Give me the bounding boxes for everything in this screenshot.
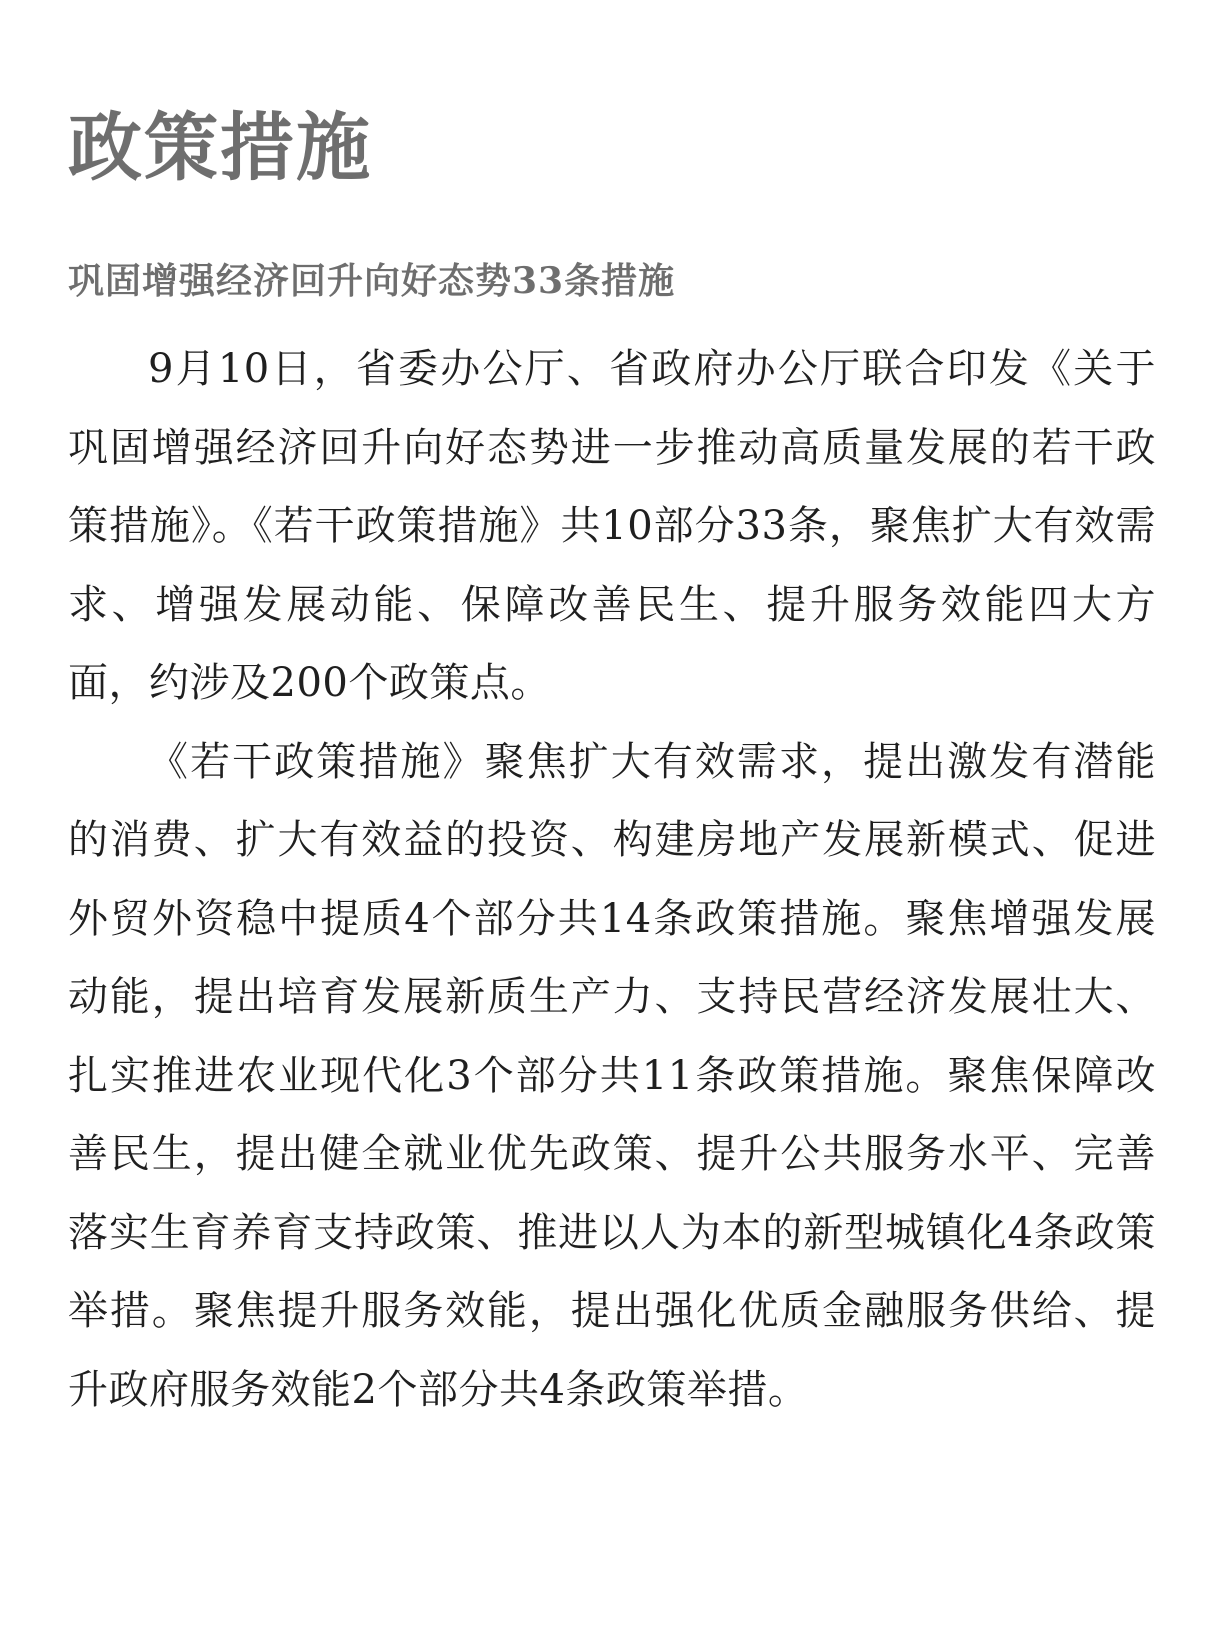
body-paragraph-1: 9月10日，省委办公厅、省政府办公厅联合印发《关于巩固增强经济回升向好态势进一步推动高质量发展的若干政策措施》。《若干政策措施》共10部分33条，聚焦扩大有效需求、增强发展动能、保障改善民生、提升服务效能四大方面，约涉及200个政策点。 <box>68 346 1156 706</box>
article-subtitle: 巩固增强经济回升向好态势33条措施 <box>68 260 676 302</box>
body-paragraph-2: 《若干政策措施》聚焦扩大有效需求，提出激发有潜能的消费、扩大有效益的投资、构建房地产发展新模式、促进外贸外资稳中提质4个部分共14条政策措施。聚焦增强发展动能，提出培育发展新质生产力、支持民营经济发展壮大、扎实推进农业现代化3个部分共11条政策措施。聚焦保障改善民生，提出健全就业优先政策、提升公共服务水平、完善落实生育养育支持政策、推进以人为本的新型城镇化4条政策举措。聚焦提升服务效能，提出强化优质金融服务供给、提升政府服务效能2个部分共4条政策举措。 <box>68 738 1156 1413</box>
section-title: 政策措施 <box>68 105 372 191</box>
